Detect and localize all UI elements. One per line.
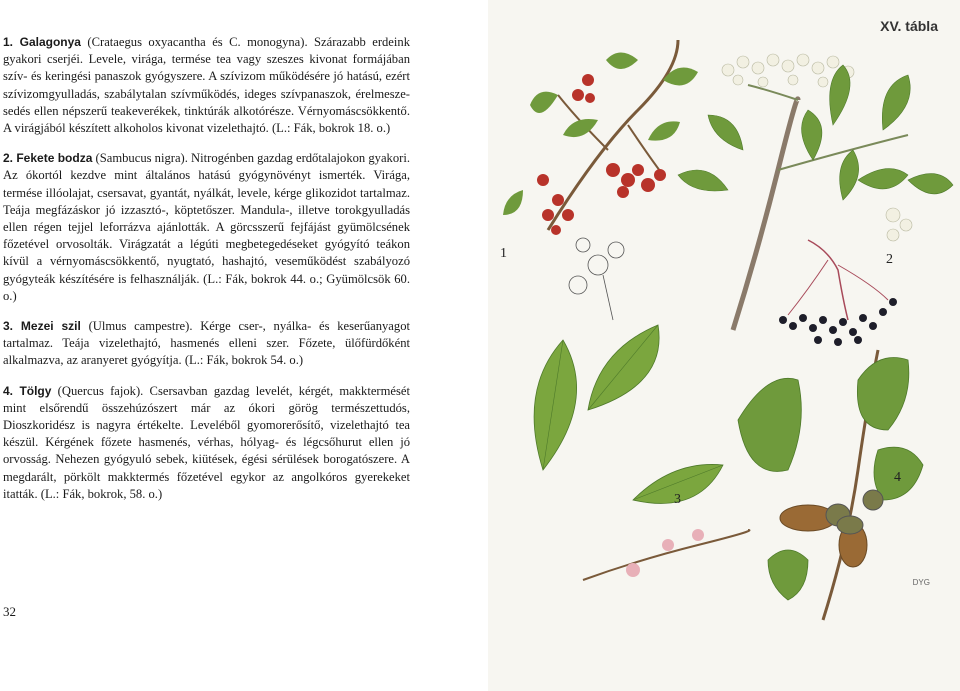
entry-title: 4. Tölgy <box>3 383 52 398</box>
entry-galagonya <box>3 34 410 137</box>
entry-text: (Sambucus nigra). Nitrogénben gazdag erdőtalajokon gyakori. Az ókortól kezdve mint általános hatású gyógynövényt ismerték. Virága, termése illóolajat, csersavat, gyantát, nyálkát, levele, kérge glikozidot tartalmaz. Teája megfázáskor jó izzasztó-, köptetőszer. Mandula-, illetve torokgyulladás ellen régen tejjel leforrázva ajánlották. A görcsszerű fejfájást gyümölcsének főzetével orvosolták. Virágzatát a légúti megbetegedéseket gyógyító teákon kívül a vérnyomáscsökkentő, nyugtató, hashajtó, veseműködést szabályozó gyógyteák készítésére is felhasználják. (L.: Fák, bokrok 44. o.; Gyümölcsök 60. o.) <box>3 151 410 303</box>
entry-title: 3. Mezei szil <box>3 319 81 334</box>
plate-illustration <box>488 0 960 691</box>
hawthorn-illustration <box>503 40 698 320</box>
plate-title: XV. tábla <box>880 18 938 34</box>
botanical-plate <box>488 0 960 691</box>
entry-text: (Ulmus campestre). Kérge cser-, nyálka- és keserűanyagot tartalmaz. Teája vizelethajtó, hasmenés elleni szer. Főzete, ülőfürdőként alkalmazva, az aranyeret gyógyítja. (L.: Fák, bokrok 54. o.) <box>3 319 410 368</box>
entry-tolgy <box>3 383 410 503</box>
entry-title: 1. Galagonya <box>3 35 81 49</box>
artist-signature: DYG <box>912 578 930 587</box>
plate-label-3: 3 <box>674 492 681 507</box>
plate-label-2: 2 <box>886 252 893 267</box>
elm-illustration <box>534 325 749 580</box>
plate-label-4: 4 <box>894 470 901 485</box>
entry-fekete-bodza <box>3 150 410 305</box>
entry-text: (Crataegus oxyacantha és C. monogyna). Szárazabb erdeink gyakori cserjéi. Levele, virága, termése tea vagy szeszes kivonat formájában szív- és keringési panaszok gyógyszere. A szívizom működésére jó hatású, ezért szívizomgyulladás, szabálytalan szívműködés, ideges szívpanaszok, érelmeszesedés ellen népszerű teakeverékek, tinktúrák alkotórésze. Vérnyomáscsökkentő. A virágjából készített alkoholos kivonat vizelethajtó. (L.: Fák, bokrok 18. o.) <box>3 35 410 136</box>
page-number: 32 <box>3 604 16 619</box>
entry-text: (Quercus fajok). Csersavban gazdag levelét, kérgét, makktermését mint elsőrendű összehúzószert már az ókori görög természettudós, Dioszkoridész is nagyra értékelte. Leveléből gyomorerősítő, vizelethajtó tea készül. Kérgének főzete hasmenés, vérhas, hólyag- és légcsőhurut ellen jó orvosság. Nehezen gyógyuló sebek, kiütések, égési sérülések borogatószere. A megdarált, pörkölt makktermés főzetével egykor az angolkóros gyerekeket itatták. (L.: Fák, bokrok, 58. o.) <box>3 383 410 501</box>
plate-label-1: 1 <box>500 246 507 261</box>
entry-mezei-szil <box>3 318 410 370</box>
text-column <box>3 34 410 516</box>
elder-illustration <box>678 54 953 346</box>
entry-title: 2. Fekete bodza <box>3 151 93 166</box>
